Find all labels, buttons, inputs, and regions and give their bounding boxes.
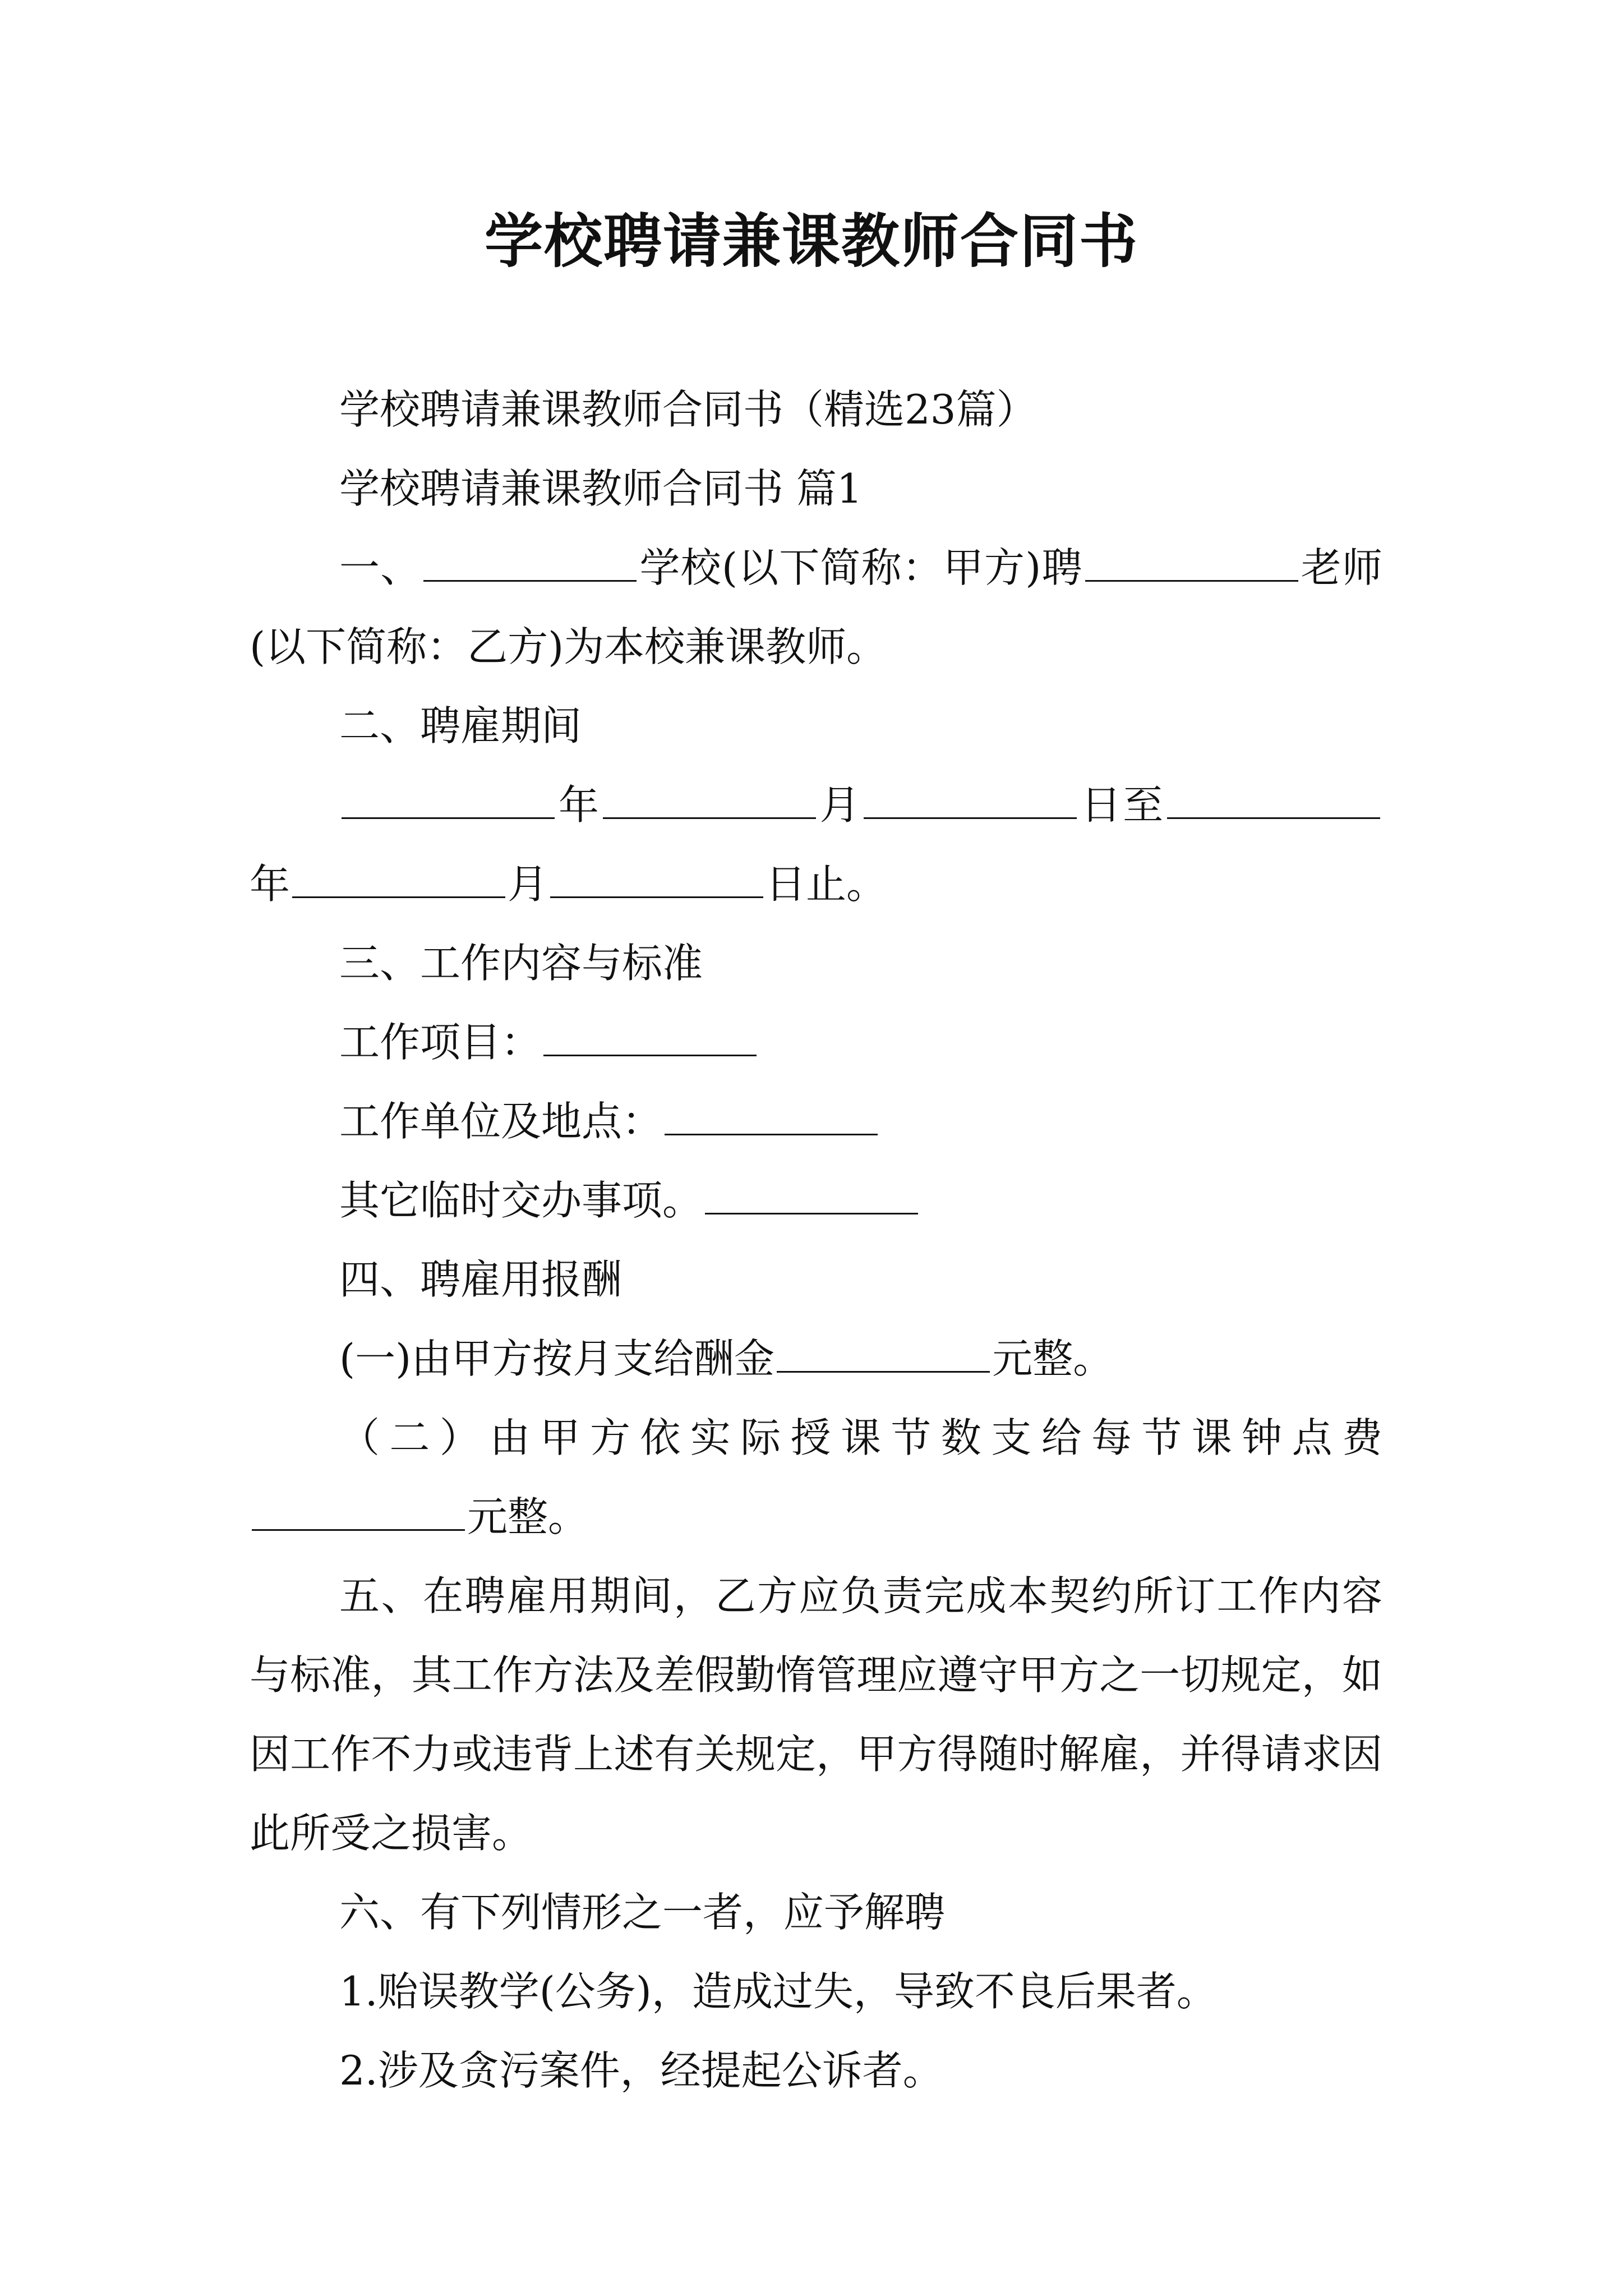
work-place-label: 工作单位及地点：: [339, 1098, 663, 1145]
start-day-blank: [864, 779, 1077, 819]
subtitle: 学校聘请兼课教师合同书（精选23篇）: [339, 386, 1037, 433]
clause-1-prefix: 一、: [339, 544, 422, 591]
other-tasks-blank: [705, 1175, 918, 1214]
clause-5: 五、在聘雇用期间，乙方应负责完成本契约所订工作内容与标准，其工作方法及差假勤惰管理应遵守甲方之一切规定，如因工作不力或违背上述有关规定，甲方得随时解雇，并得请求因此所受之损害。: [250, 1572, 1382, 1857]
monthly-pay-line: [250, 1319, 1382, 1398]
month-label-1: 月: [818, 781, 862, 829]
teacher-name-blank: [1085, 542, 1298, 582]
work-item-label: 工作项目：: [339, 1019, 542, 1066]
clause-3-heading: 三、工作内容与标准: [339, 940, 703, 987]
monthly-pay-blank: [777, 1333, 990, 1373]
monthly-pay-suffix: 元整。: [992, 1335, 1114, 1382]
month-label-2: 月: [508, 861, 548, 908]
hourly-pay-text: （二）由甲方依实际授课节数支给每节课钟点费: [339, 1414, 1382, 1461]
clause-6-item-1: 1.贻误教学(公务)，造成过失，导致不良后果者。: [339, 1968, 1217, 2015]
work-place-line: [250, 1082, 1382, 1161]
end-month-blank: [292, 858, 505, 898]
clause-1-school-text: 学校(以下简称：甲方)聘: [639, 544, 1083, 591]
day-to-label: 日至: [1079, 781, 1165, 829]
end-year-blank: [1167, 779, 1380, 819]
hourly-pay-blank: [252, 1491, 465, 1531]
section-heading: 学校聘请兼课教师合同书 篇1: [339, 465, 863, 512]
year-label-2: 年: [250, 861, 291, 908]
start-year-blank: [342, 779, 555, 819]
employment-period: [250, 766, 1382, 924]
work-item-blank: [543, 1016, 757, 1056]
hourly-pay-suffix: 元整。: [467, 1493, 589, 1540]
document-title: 学校聘请兼课教师合同书: [484, 206, 1138, 275]
school-name-blank: [423, 542, 637, 582]
monthly-pay-text: (一)由甲方按月支给酬金: [339, 1335, 775, 1382]
end-day-blank: [550, 858, 763, 898]
hourly-pay-line: [250, 1398, 1382, 1557]
clause-6-item-2: 2.涉及贪污案件，经提起公诉者。: [339, 2047, 943, 2094]
work-place-blank: [665, 1096, 878, 1135]
clause-6-heading: 六、有下列情形之一者，应予解聘: [339, 1889, 946, 1936]
clause-1: [250, 528, 1382, 687]
other-tasks-line: [250, 1161, 1382, 1240]
clause-1-teacher-text: 老师(以下简称：乙方)为本校兼课教师。: [250, 544, 1382, 670]
work-item-line: [250, 1003, 1382, 1082]
clause-4-heading: 四、聘雇用报酬: [339, 1256, 623, 1303]
day-end-label: 日止。: [766, 861, 887, 908]
document-body: [250, 370, 1382, 2110]
year-label-1: 年: [557, 781, 601, 829]
start-month-blank: [603, 779, 816, 819]
clause-2-heading: 二、聘雇期间: [339, 702, 582, 749]
other-tasks-label: 其它临时交办事项。: [339, 1177, 703, 1224]
